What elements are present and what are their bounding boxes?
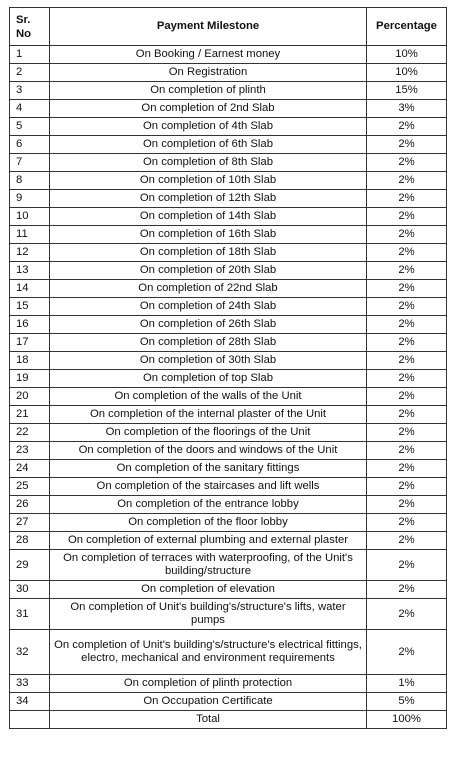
table-header — [10, 8, 447, 46]
header-row — [10, 8, 447, 46]
cell-sr-no: 3 — [10, 82, 50, 100]
table-body — [10, 46, 447, 729]
cell-sr-no: 28 — [10, 532, 50, 550]
cell-percentage: 2% — [367, 244, 447, 262]
cell-percentage: 2% — [367, 154, 447, 172]
cell-milestone: On completion of 20th Slab — [50, 262, 367, 280]
cell-percentage: 2% — [367, 262, 447, 280]
cell-percentage: 3% — [367, 100, 447, 118]
cell-sr-no: 14 — [10, 280, 50, 298]
table-row — [10, 388, 447, 406]
cell-sr-no: 4 — [10, 100, 50, 118]
table-row — [10, 298, 447, 316]
cell-milestone: On completion of the sanitary fittings — [50, 460, 367, 478]
cell-percentage: 2% — [367, 406, 447, 424]
table-row — [10, 190, 447, 208]
cell-sr-no: 21 — [10, 406, 50, 424]
cell-percentage: 2% — [367, 478, 447, 496]
cell-percentage: 10% — [367, 64, 447, 82]
table-row — [10, 478, 447, 496]
cell-sr-no: 16 — [10, 316, 50, 334]
cell-milestone: On completion of elevation — [50, 581, 367, 599]
table-row — [10, 599, 447, 630]
cell-milestone: On completion of Unit's building's/structure's lifts, water pumps — [50, 599, 367, 630]
cell-percentage: 2% — [367, 460, 447, 478]
cell-milestone: On completion of 30th Slab — [50, 352, 367, 370]
cell-sr-no: 6 — [10, 136, 50, 154]
table-row — [10, 82, 447, 100]
cell-sr-no: 11 — [10, 226, 50, 244]
cell-total-sr — [10, 711, 50, 729]
table-row — [10, 100, 447, 118]
total-row — [10, 711, 447, 729]
cell-sr-no: 10 — [10, 208, 50, 226]
cell-percentage: 2% — [367, 388, 447, 406]
cell-percentage: 2% — [367, 190, 447, 208]
cell-sr-no: 34 — [10, 693, 50, 711]
cell-sr-no: 22 — [10, 424, 50, 442]
table-row — [10, 46, 447, 64]
cell-sr-no: 13 — [10, 262, 50, 280]
cell-sr-no: 29 — [10, 550, 50, 581]
table-row — [10, 532, 447, 550]
cell-milestone: On Booking / Earnest money — [50, 46, 367, 64]
cell-sr-no: 26 — [10, 496, 50, 514]
cell-milestone: On completion of top Slab — [50, 370, 367, 388]
cell-milestone: On completion of the doors and windows of the Unit — [50, 442, 367, 460]
cell-percentage: 2% — [367, 334, 447, 352]
cell-percentage: 2% — [367, 208, 447, 226]
cell-milestone: On completion of the entrance lobby — [50, 496, 367, 514]
table-row — [10, 370, 447, 388]
table-row — [10, 226, 447, 244]
cell-milestone: On completion of the walls of the Unit — [50, 388, 367, 406]
cell-percentage: 2% — [367, 280, 447, 298]
cell-sr-no: 24 — [10, 460, 50, 478]
table-row — [10, 514, 447, 532]
cell-sr-no: 33 — [10, 675, 50, 693]
cell-sr-no: 5 — [10, 118, 50, 136]
cell-milestone: On Occupation Certificate — [50, 693, 367, 711]
cell-percentage: 2% — [367, 496, 447, 514]
cell-total-label: Total — [50, 711, 367, 729]
cell-percentage: 2% — [367, 581, 447, 599]
cell-percentage: 2% — [367, 118, 447, 136]
table-row — [10, 460, 447, 478]
cell-milestone: On completion of plinth protection — [50, 675, 367, 693]
cell-percentage: 2% — [367, 442, 447, 460]
cell-sr-no: 9 — [10, 190, 50, 208]
cell-sr-no: 7 — [10, 154, 50, 172]
cell-percentage: 2% — [367, 424, 447, 442]
cell-percentage: 2% — [367, 172, 447, 190]
cell-milestone: On completion of 26th Slab — [50, 316, 367, 334]
cell-percentage: 2% — [367, 226, 447, 244]
cell-milestone: On completion of 4th Slab — [50, 118, 367, 136]
cell-sr-no: 25 — [10, 478, 50, 496]
cell-percentage: 2% — [367, 550, 447, 581]
table-row — [10, 581, 447, 599]
payment-schedule — [9, 7, 446, 729]
cell-percentage: 15% — [367, 82, 447, 100]
cell-percentage: 5% — [367, 693, 447, 711]
cell-sr-no: 2 — [10, 64, 50, 82]
cell-percentage: 2% — [367, 298, 447, 316]
cell-milestone: On completion of 14th Slab — [50, 208, 367, 226]
table-row — [10, 280, 447, 298]
cell-sr-no: 30 — [10, 581, 50, 599]
cell-percentage: 2% — [367, 630, 447, 675]
cell-milestone: On completion of 12th Slab — [50, 190, 367, 208]
cell-milestone: On completion of 16th Slab — [50, 226, 367, 244]
table-row — [10, 424, 447, 442]
table-row — [10, 352, 447, 370]
cell-sr-no: 12 — [10, 244, 50, 262]
cell-milestone: On completion of Unit's building's/structure's electrical fittings, electro, mechanical and environment requirements — [50, 630, 367, 675]
cell-milestone: On completion of the staircases and lift wells — [50, 478, 367, 496]
cell-total-percentage: 100% — [367, 711, 447, 729]
cell-percentage: 10% — [367, 46, 447, 64]
table-row — [10, 693, 447, 711]
table-row — [10, 136, 447, 154]
cell-sr-no: 19 — [10, 370, 50, 388]
cell-sr-no: 32 — [10, 630, 50, 675]
cell-percentage: 2% — [367, 532, 447, 550]
table-row — [10, 172, 447, 190]
cell-percentage: 2% — [367, 370, 447, 388]
table-row — [10, 442, 447, 460]
cell-percentage: 2% — [367, 599, 447, 630]
cell-milestone: On completion of 22nd Slab — [50, 280, 367, 298]
payment-milestone-table — [9, 7, 447, 729]
cell-sr-no: 17 — [10, 334, 50, 352]
cell-milestone: On completion of plinth — [50, 82, 367, 100]
table-row — [10, 262, 447, 280]
table-row — [10, 316, 447, 334]
cell-sr-no: 20 — [10, 388, 50, 406]
cell-percentage: 1% — [367, 675, 447, 693]
header-sr-no: Sr. No — [10, 8, 50, 46]
cell-sr-no: 1 — [10, 46, 50, 64]
cell-milestone: On completion of the floor lobby — [50, 514, 367, 532]
header-percentage: Percentage — [367, 8, 447, 46]
cell-sr-no: 23 — [10, 442, 50, 460]
cell-milestone: On completion of 24th Slab — [50, 298, 367, 316]
cell-milestone: On completion of 2nd Slab — [50, 100, 367, 118]
cell-sr-no: 27 — [10, 514, 50, 532]
cell-sr-no: 15 — [10, 298, 50, 316]
table-row — [10, 675, 447, 693]
table-row — [10, 406, 447, 424]
cell-percentage: 2% — [367, 316, 447, 334]
cell-percentage: 2% — [367, 514, 447, 532]
cell-milestone: On Registration — [50, 64, 367, 82]
table-row — [10, 208, 447, 226]
table-row — [10, 496, 447, 514]
table-row — [10, 154, 447, 172]
cell-milestone: On completion of external plumbing and external plaster — [50, 532, 367, 550]
table-row — [10, 334, 447, 352]
table-row — [10, 64, 447, 82]
cell-sr-no: 18 — [10, 352, 50, 370]
cell-milestone: On completion of the floorings of the Unit — [50, 424, 367, 442]
table-row — [10, 244, 447, 262]
cell-milestone: On completion of 6th Slab — [50, 136, 367, 154]
cell-sr-no: 31 — [10, 599, 50, 630]
table-row — [10, 550, 447, 581]
cell-milestone: On completion of 10th Slab — [50, 172, 367, 190]
cell-milestone: On completion of 8th Slab — [50, 154, 367, 172]
cell-percentage: 2% — [367, 352, 447, 370]
cell-milestone: On completion of the internal plaster of the Unit — [50, 406, 367, 424]
cell-milestone: On completion of 28th Slab — [50, 334, 367, 352]
table-row — [10, 118, 447, 136]
cell-milestone: On completion of terraces with waterproofing, of the Unit's building/structure — [50, 550, 367, 581]
cell-milestone: On completion of 18th Slab — [50, 244, 367, 262]
header-payment-milestone: Payment Milestone — [50, 8, 367, 46]
cell-sr-no: 8 — [10, 172, 50, 190]
cell-percentage: 2% — [367, 136, 447, 154]
table-row — [10, 630, 447, 675]
